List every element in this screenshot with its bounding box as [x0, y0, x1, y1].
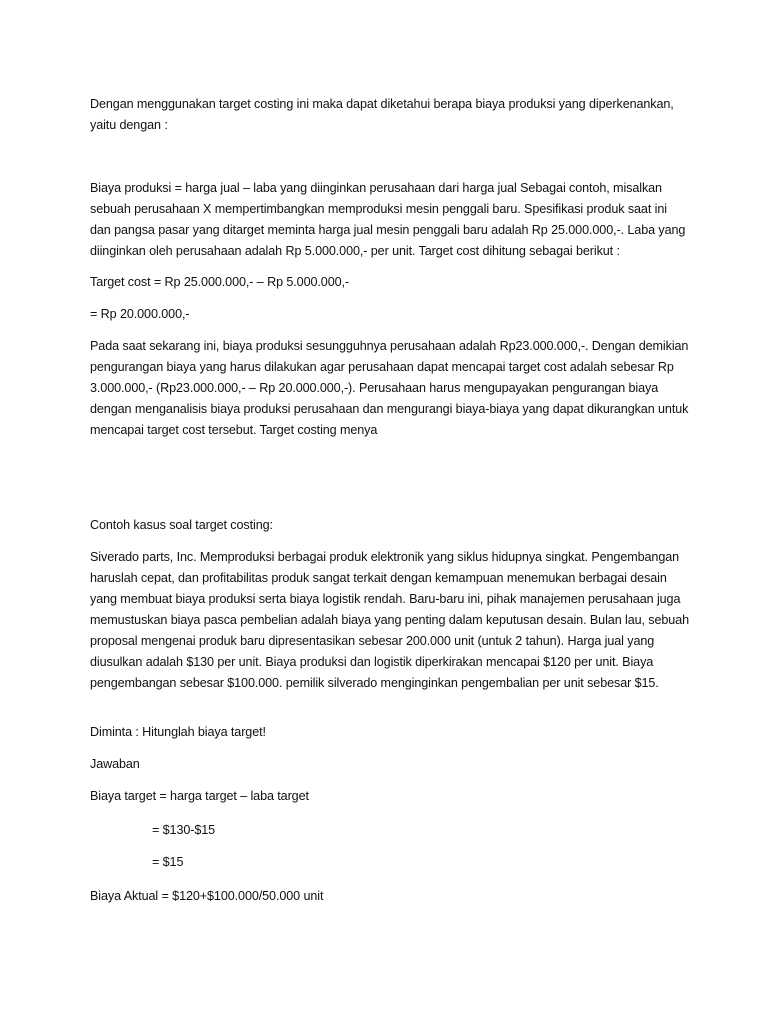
- target-cost-result: = Rp 20.000.000,-: [90, 307, 190, 321]
- biaya-target-step-1: = $130-$15: [152, 823, 216, 837]
- diminta-line: Diminta : Hitunglah biaya target!: [90, 725, 266, 739]
- biaya-target-step-2: = $15: [152, 855, 184, 869]
- biaya-target-formula: Biaya target = harga target – laba target: [90, 789, 309, 803]
- biaya-produksi-paragraph: Biaya produksi = harga jual – laba yang diinginkan perusahaan dari harga jual Sebagai contoh, misalkan sebuah perusahaan X mempertimbangkan memproduksi mesin penggali baru. Spesifikasi produk saat ini dan pangsa pasar yang ditarget meminta harga jual mesin penggali baru adalah Rp 25.000.000,-. Laba yang diinginkan oleh perusahaan adalah Rp 5.000.000,- per unit. Target cost dihitung sebagai berikut :: [90, 181, 686, 258]
- target-cost-formula: Target cost = Rp 25.000.000,- – Rp 5.000.000,-: [90, 275, 349, 289]
- intro-paragraph: Dengan menggunakan target costing ini maka dapat diketahui berapa biaya produksi yang diperkenankan, yaitu dengan :: [90, 97, 674, 132]
- biaya-aktual-formula: Biaya Aktual = $120+$100.000/50.000 unit: [90, 889, 324, 903]
- contoh-kasus-heading: Contoh kasus soal target costing:: [90, 518, 273, 532]
- jawaban-line: Jawaban: [90, 757, 140, 771]
- biaya-sesungguhnya-paragraph: Pada saat sekarang ini, biaya produksi sesungguhnya perusahaan adalah Rp23.000.000,-. Dengan demikian pengurangan biaya yang harus dilakukan agar perusahaan dapat mencapai target cost adalah sebesar Rp 3.000.000,- (Rp23.000.000,- – Rp 20.000.000,-). Perusahaan harus mengupayakan pengurangan biaya dengan menganalisis biaya produksi perusahaan dan mengurangi biaya-biaya yang dapat dikurangkan untuk mencapai target cost tersebut. Target costing menya: [90, 339, 689, 437]
- siverado-case-paragraph: Siverado parts, Inc. Memproduksi berbagai produk elektronik yang siklus hidupnya singkat. Pengembangan haruslah cepat, dan profitabilitas produk sangat terkait dengan kemampuan menemukan berbagai desain yang membuat biaya produksi serta biaya logistik rendah. Baru-baru ini, pihak manajemen perusahaan juga memustuskan biaya pasca pembelian adalah biaya yang penting dalam keputusan desain. Bulan lau, sebuah proposal mengenai produk baru dipresentasikan sebesar 200.000 unit (untuk 2 tahun). Harga jual yang diusulkan adalah $130 per unit. Biaya produksi dan logistik diperkirakan mencapai $120 per unit. Biaya pengembangan sebesar $100.000. pemilik silverado menginginkan pengembalian per unit sebesar $15.: [90, 550, 690, 690]
